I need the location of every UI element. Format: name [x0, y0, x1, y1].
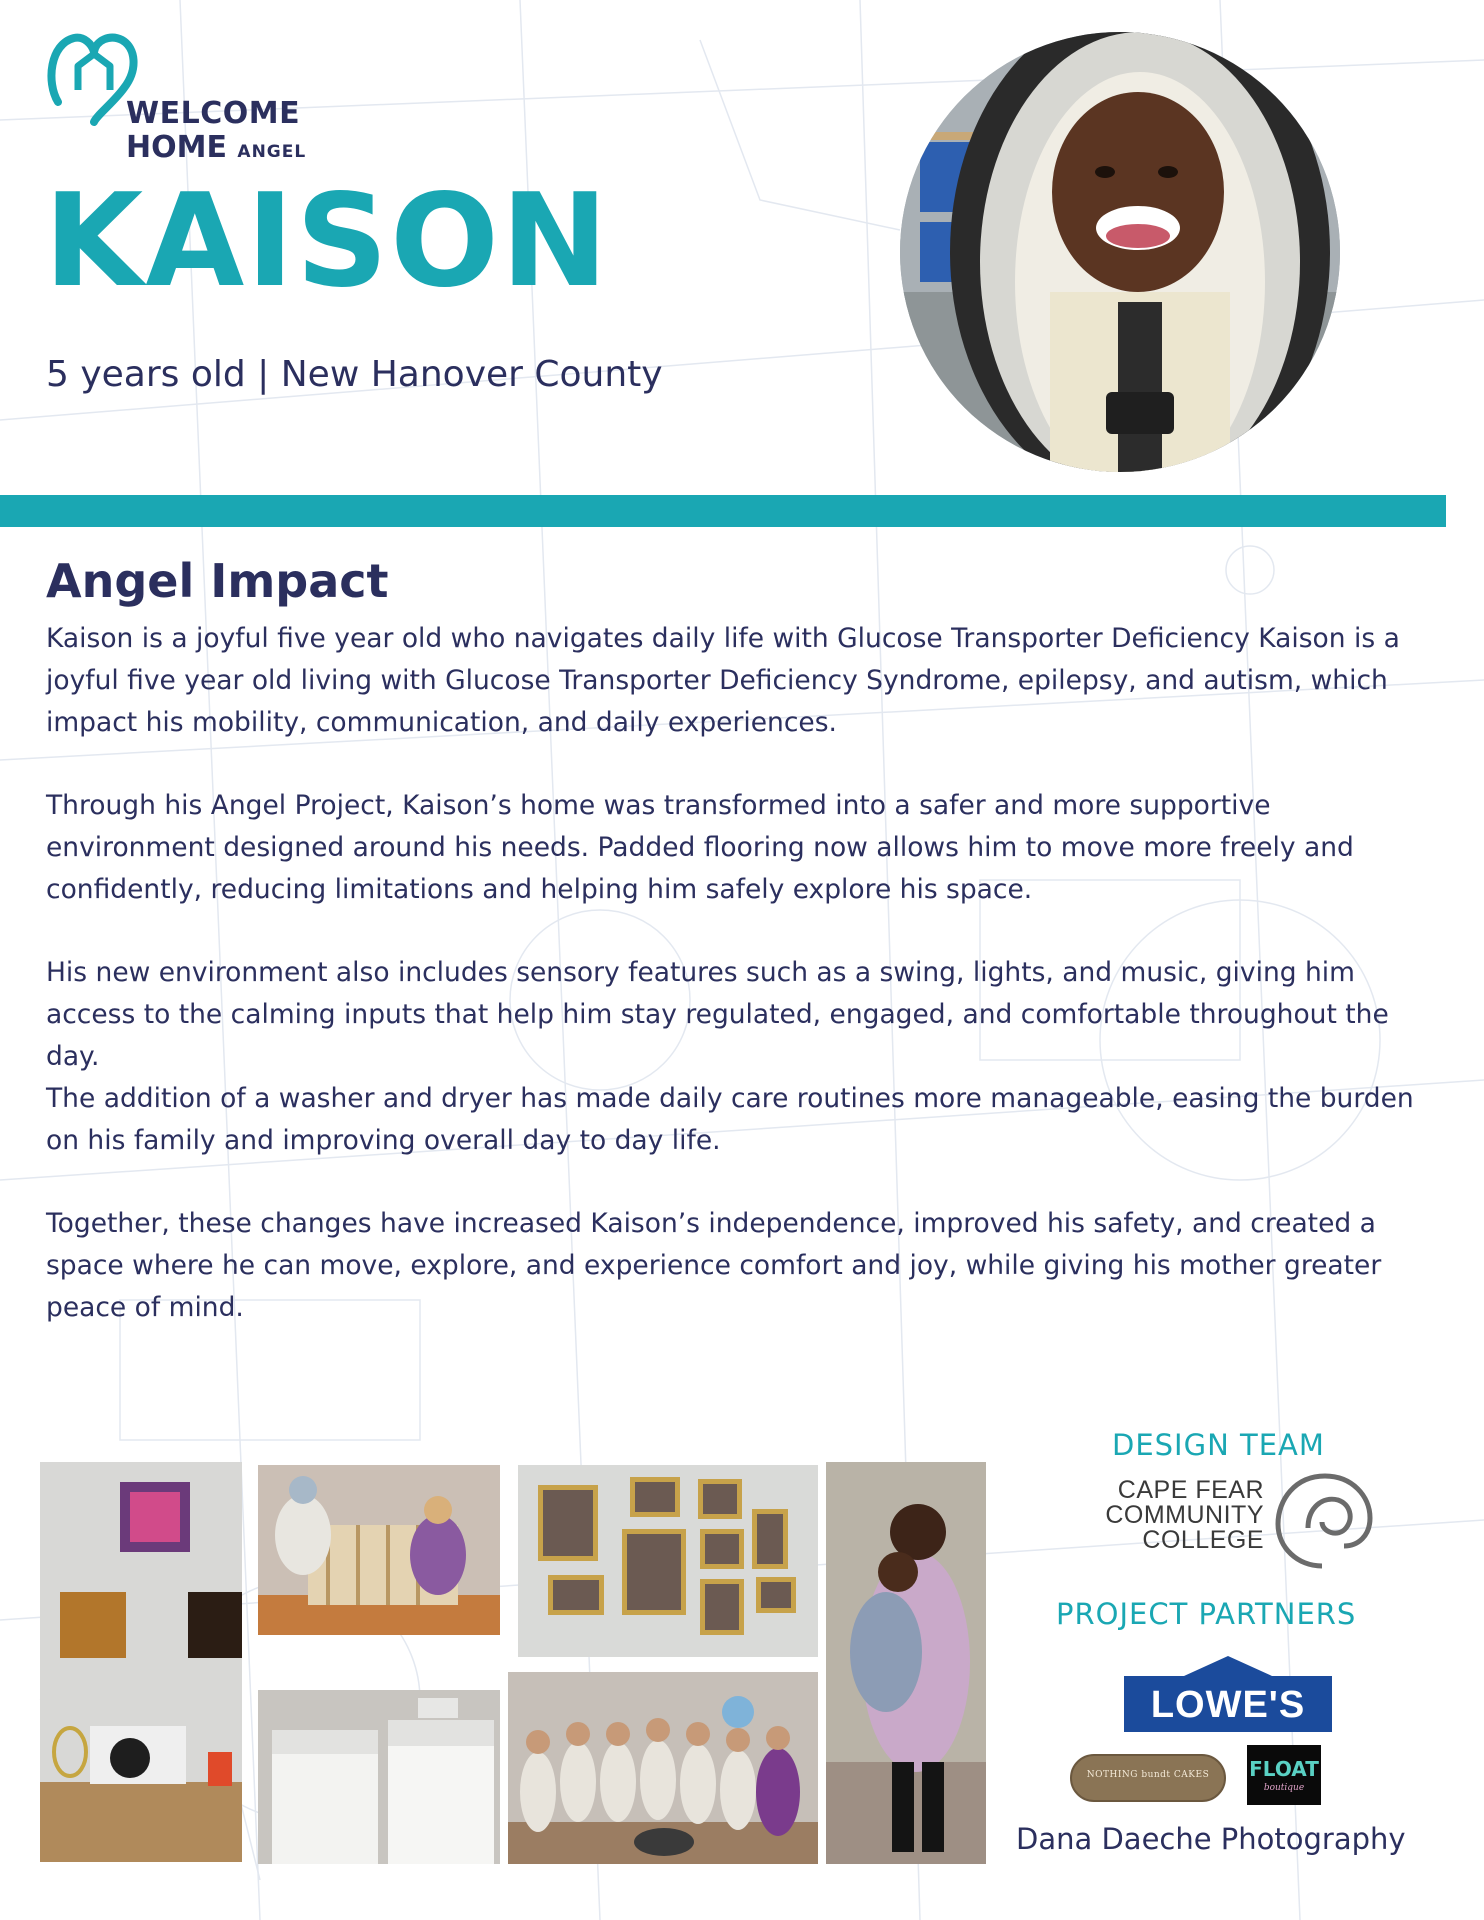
child-name: KAISON — [44, 167, 610, 316]
welcome-home-angel-logo — [44, 30, 324, 170]
project-partners-heading: PROJECT PARTNERS — [1056, 1597, 1357, 1631]
logo-text-angel: ANGEL — [237, 142, 307, 162]
child-subtitle: 5 years old | New Hanover County — [46, 354, 663, 395]
logo-text-home: HOME ANGEL — [126, 130, 307, 165]
impact-paragraph: Together, these changes have increased Kaison’s independence, improved his safety, and created a space where he can move, explore, and experience comfort and joy, while giving his mother greater peace of mind. — [46, 1208, 1382, 1323]
nothing-bundt-cakes-logo: NOTHING bundt CAKES — [1070, 1754, 1226, 1802]
angel-impact-body — [46, 618, 1426, 1370]
angel-impact-heading: Angel Impact — [46, 554, 389, 608]
impact-paragraph: Kaison is a joyful five year old who navigates daily life with Glucose Transporter Deficiency Kaison is a joyful five year old living with Glucose Transporter Deficiency Syndrome, epilepsy, and autism, which impact his mobility, communication, and daily experiences. — [46, 623, 1400, 738]
volunteer-group-photo — [508, 1672, 818, 1864]
float-boutique-logo: FLOAT boutique — [1247, 1745, 1321, 1805]
washer-dryer-photo — [258, 1690, 500, 1864]
cfcc-name: CAPE FEAR COMMUNITY COLLEGE — [1105, 1476, 1264, 1554]
bed-assembly-photo — [258, 1465, 500, 1635]
impact-paragraph: The addition of a washer and dryer has made daily care routines more manageable, easing the burden on his family and improving overall day to day life. — [46, 1082, 1414, 1156]
photographer-credit: Dana Daeche Photography — [1016, 1822, 1406, 1856]
impact-paragraph: His new environment also includes sensory features such as a swing, lights, and music, giving him access to the calming inputs that help him stay regulated, engaged, and comfortable throughout the day. — [46, 957, 1389, 1072]
impact-paragraph: Through his Angel Project, Kaison’s home was transformed into a safer and more supportive environment designed around his needs. Padded flooring now allows him to move more freely and confidently, reducing limitations and helping him safely explore his space. — [46, 790, 1354, 905]
section-divider — [0, 495, 1446, 527]
logo-text-welcome: WELCOME — [126, 96, 301, 131]
mother-holding-child-photo — [826, 1462, 986, 1864]
lowes-wordmark: LOWE'S — [1150, 1684, 1306, 1726]
room-record-player-photo — [40, 1462, 242, 1862]
cfcc-wave-icon — [1270, 1466, 1380, 1576]
lowes-logo — [1124, 1656, 1332, 1732]
cape-fear-community-college-logo — [1078, 1466, 1378, 1576]
design-team-heading: DESIGN TEAM — [1112, 1428, 1325, 1462]
photo-wall-gallery-photo — [518, 1465, 818, 1657]
portrait-photo — [900, 32, 1340, 472]
